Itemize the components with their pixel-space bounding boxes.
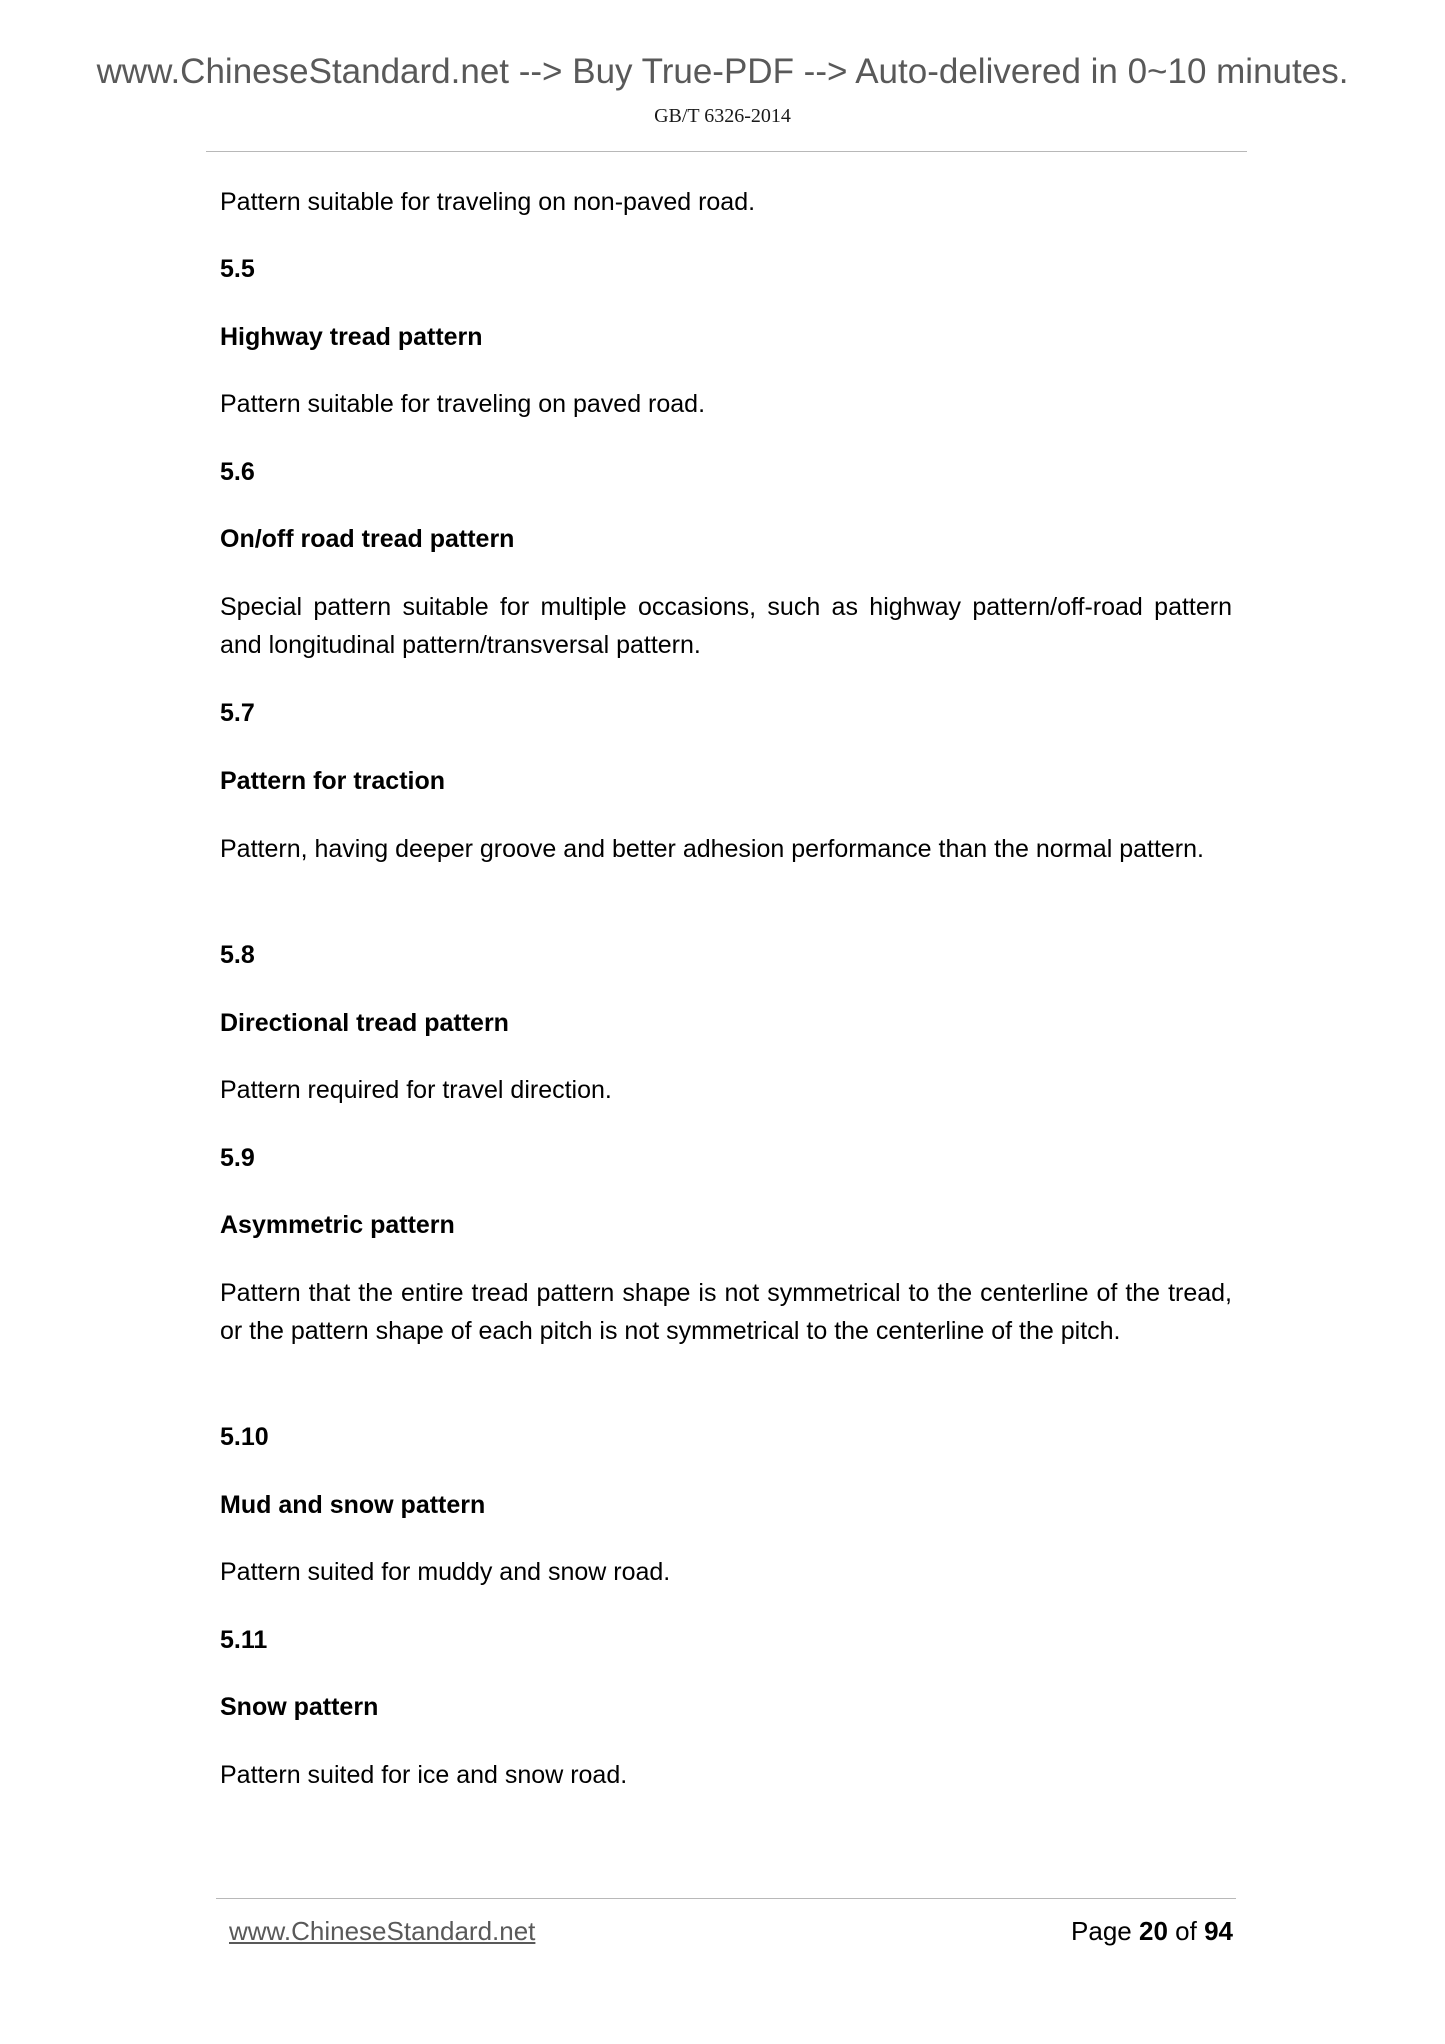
page-total: 94 bbox=[1204, 1916, 1233, 1946]
section-term: Mud and snow pattern bbox=[220, 1491, 486, 1519]
page-indicator bbox=[1071, 1918, 1233, 1944]
section-term: Snow pattern bbox=[220, 1693, 379, 1721]
document-code: GB/T 6326-2014 bbox=[654, 105, 791, 127]
section-term: Highway tread pattern bbox=[220, 323, 483, 351]
section-number: 5.6 bbox=[220, 458, 255, 486]
section-number: 5.5 bbox=[220, 255, 255, 283]
section-number: 5.8 bbox=[220, 941, 255, 969]
section-number: 5.7 bbox=[220, 699, 255, 727]
section-definition: Pattern that the entire tread pattern shape is not symmetrical to the centerline of the tread, or the pattern shape of each pitch is not symmetrical to the centerline of the pitch. bbox=[220, 1279, 1232, 1345]
section-definition: Pattern required for travel direction. bbox=[220, 1076, 612, 1104]
page-of: of bbox=[1175, 1916, 1197, 1946]
site-banner: www.ChineseStandard.net --> Buy True-PDF --> Auto-delivered in 0~10 minutes. bbox=[96, 52, 1349, 91]
page-number: 20 bbox=[1139, 1916, 1168, 1946]
section-term: Asymmetric pattern bbox=[220, 1211, 455, 1239]
section-definition: Pattern suited for muddy and snow road. bbox=[220, 1558, 671, 1586]
section-term: Pattern for traction bbox=[220, 767, 446, 795]
intro-text: Pattern suitable for traveling on non-paved road. bbox=[220, 188, 756, 216]
footer-divider bbox=[216, 1898, 1236, 1899]
section-definition: Pattern suited for ice and snow road. bbox=[220, 1761, 628, 1789]
page-prefix: Page bbox=[1071, 1916, 1132, 1946]
footer-site-link[interactable]: www.ChineseStandard.net bbox=[229, 1916, 536, 1946]
header-divider bbox=[206, 151, 1247, 152]
section-definition: Pattern suitable for traveling on paved road. bbox=[220, 390, 706, 418]
section-number: 5.11 bbox=[220, 1626, 268, 1654]
section-definition: Pattern, having deeper groove and better adhesion performance than the normal pattern. bbox=[220, 835, 1204, 863]
section-number: 5.10 bbox=[220, 1423, 269, 1451]
section-term: Directional tread pattern bbox=[220, 1009, 509, 1037]
section-term: On/off road tread pattern bbox=[220, 525, 515, 553]
section-number: 5.9 bbox=[220, 1144, 255, 1172]
section-definition: Special pattern suitable for multiple occasions, such as highway pattern/off-road pattern and longitudinal pattern/transversal pattern. bbox=[220, 593, 1232, 659]
